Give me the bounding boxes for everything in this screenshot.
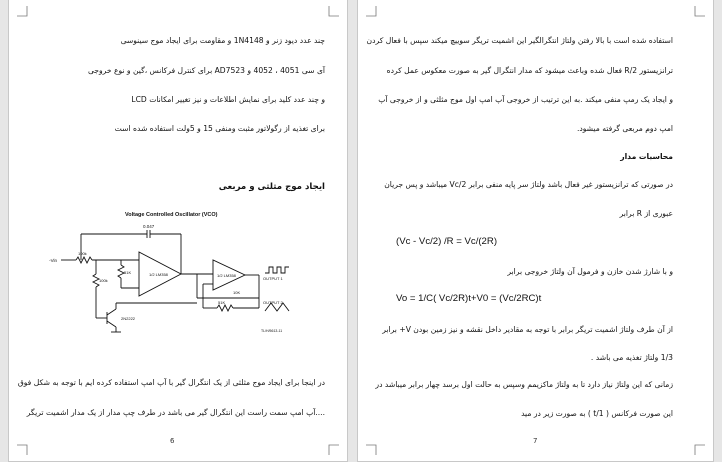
output-label: OUTPUT 1 — [263, 276, 283, 281]
resistor-label: 51K — [218, 300, 226, 305]
paragraph-line: از آن طرف ولتاژ اشمیت تریگر برابر با توجه به مقادیر داخل نقشه و نیز زمین بودن V+ برابر — [382, 325, 673, 334]
resistor-label: 100k — [78, 251, 87, 256]
crop-mark-icon — [366, 443, 378, 455]
output-label: OUTPUT 2 — [263, 300, 283, 305]
paragraph-line: در اینجا برای ایجاد موج مثلثی از یک انتگرال گیر با آپ امپ استفاده کرده ایم با توجه به شکل فوق — [17, 378, 325, 387]
vin-label: -Vin — [49, 258, 57, 263]
paragraph-line: زمانی که این ولتاژ نیاز دارد تا به ولتاژ ماکزیمم وسپس به حالت اول برسد چهار برابر میباشد در — [375, 380, 673, 389]
paragraph-line: آی سی 4051 ، 4052 و AD7523 برای کنترل فرکانس ،گین و نوع خروجی — [87, 66, 325, 75]
paragraph-line: امپ دوم مربعی گرفته میشود. — [576, 124, 673, 133]
formula: Vo = 1/C( Vc/2R)t+V0 = (Vc/2RC)t — [396, 293, 542, 304]
page-number: 7 — [533, 437, 538, 445]
crop-mark-icon — [327, 443, 339, 455]
paragraph-line: این صورت فرکانس ( 1/t ) به صورت زیر در مید — [521, 409, 673, 418]
crop-mark-icon — [693, 6, 705, 18]
resistor-label: 100k — [99, 278, 108, 283]
paragraph-line: ....آپ امپ سمت راست این انتگرال گیر می باشد در طرف چپ مدار از یک مدار اشمیت تریگر — [26, 408, 325, 417]
paragraph-line: ترانزیستور R/2 فعال شده وباعث میشود که مدار انتگرال گیر به صورت معکوس عمل کرده — [386, 66, 673, 75]
crop-mark-icon — [17, 443, 29, 455]
circuit-title: Voltage Controlled Oscillator (VCO) — [125, 212, 218, 218]
formula: (Vc - Vc/2) /R = Vc/(2R) — [396, 236, 498, 247]
paragraph-line: 1/3 ولتاژ تغذیه می باشد . — [590, 353, 673, 362]
document-page-right — [358, 0, 713, 461]
cap-label: 0.047 — [143, 224, 155, 229]
opamp-label: 1/2 LM358 — [217, 273, 236, 278]
crop-mark-icon — [17, 6, 29, 18]
resistor-label: 51K — [124, 270, 132, 275]
paragraph-line: LCD و چند عدد کلید برای نمایش اطلاعات و نیز تغییر امکانات — [131, 95, 325, 104]
crop-mark-icon — [327, 6, 339, 18]
paragraph-line: برای تغذیه از رگولاتور مثبت ومنفی 15 و 5ولت استفاده شده است — [114, 124, 325, 133]
paragraph-line: در صورتی که ترانزیستور غیر فعال باشد ولتاژ سر پایه منفی برابر Vc/2 میباشد و پس جریان — [384, 180, 673, 189]
crop-mark-icon — [693, 443, 705, 455]
document-page-left — [9, 0, 347, 461]
resistor-label: 10K — [233, 290, 241, 295]
paragraph-line: استفاده شده است با بالا رفتن ولتاژ انتگرالگیر این اشمیت تریگر سوییچ میکند سپس با فعال کردن — [366, 36, 673, 45]
crop-mark-icon — [366, 6, 378, 18]
paragraph-line: عبوری از R برابر — [619, 209, 673, 218]
vco-circuit-diagram — [21, 208, 291, 338]
page-number: 6 — [170, 437, 175, 445]
transistor-label: 2N2222 — [121, 316, 136, 321]
figure-footnote: TL/H/5613-11 — [261, 329, 283, 333]
section-heading: محاسبات مدار — [620, 152, 673, 161]
paragraph-line: چند عدد دیود زنر و 1N4148 و مقاومت برای ایجاد موج سینوسی — [120, 36, 325, 45]
paragraph-line: و با شارژ شدن خازن و فرمول آن ولتاژ خروجی برابر — [507, 267, 673, 276]
opamp-label: 1/2 LM358 — [149, 272, 168, 277]
section-heading: ایجاد موج مثلثی و مربعی — [218, 182, 325, 192]
paragraph-line: و ایجاد یک رمپ منفی میکند .به این ترتیب از خروجی آپ امپ اول موج مثلثی و از خروجی آپ — [378, 95, 673, 104]
